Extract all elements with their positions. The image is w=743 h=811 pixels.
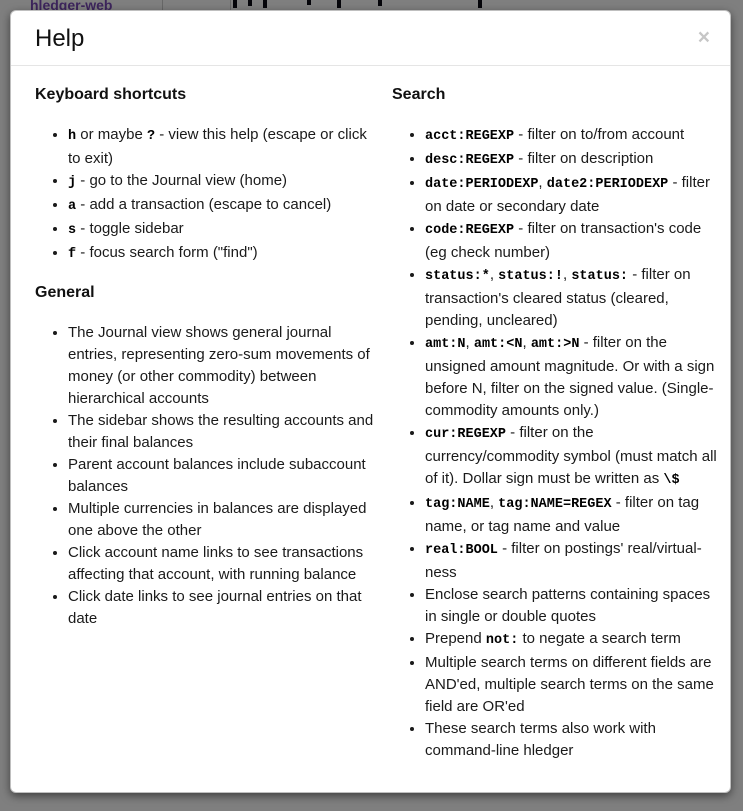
code-token: date:PERIODEXP [425, 177, 539, 192]
code-token: s [68, 223, 77, 238]
help-item: • f - focus search form ("find") [68, 242, 378, 266]
code-token: a [68, 199, 77, 214]
code-token: amt:N [425, 337, 466, 352]
help-item: • a - add a transaction (escape to cancel) [68, 194, 378, 218]
section-heading-search: Search [392, 86, 446, 103]
code-token: \$ [663, 473, 680, 488]
code-token: desc:REGEXP [425, 153, 515, 168]
help-item: • Multiple search terms on different fields are AND'ed, multiple search terms on the same field are OR'ed [425, 652, 720, 718]
help-item: • h or maybe ? - view this help (escape or click to exit) [68, 124, 378, 170]
dialog-header [11, 11, 730, 66]
code-token: f [68, 247, 77, 262]
code-token: acct:REGEXP [425, 129, 515, 144]
general-list [35, 322, 378, 630]
section-heading-general: General [35, 284, 95, 301]
help-dialog [10, 10, 731, 793]
help-item: • These search terms also work with command-line hledger [425, 718, 720, 762]
help-item: • date:PERIODEXP, date2:PERIODEXP - filter on date or secondary date [425, 172, 720, 218]
help-item: • Multiple currencies in balances are displayed one above the other [68, 498, 378, 542]
help-item: • j - go to the Journal view (home) [68, 170, 378, 194]
section-heading-keyboard-shortcuts: Keyboard shortcuts [35, 86, 187, 103]
help-item: • Click date links to see journal entries on that date [68, 586, 378, 630]
help-item: • acct:REGEXP - filter on to/from account [425, 124, 720, 148]
help-item: • The Journal view shows general journal entries, representing zero-sum movements of money (or other commodity) between hierarchical accounts [68, 322, 378, 410]
code-token: amt:>N [530, 337, 580, 352]
help-item: • tag:NAME, tag:NAME=REGEX - filter on tag name, or tag name and value [425, 492, 720, 538]
help-item: • The sidebar shows the resulting accounts and their final balances [68, 410, 378, 454]
code-token: status: [571, 269, 629, 284]
code-token: j [68, 175, 77, 190]
left-column [26, 86, 378, 772]
code-token: status:* [425, 269, 490, 284]
help-item: • desc:REGEXP - filter on description [425, 148, 720, 172]
code-token: date2:PERIODEXP [546, 177, 669, 192]
code-token: amt:<N [473, 337, 523, 352]
help-item: • s - toggle sidebar [68, 218, 378, 242]
code-token: not: [485, 633, 519, 648]
close-icon: × [697, 26, 710, 49]
search-list [392, 124, 720, 762]
help-item: • Prepend not: to negate a search term [425, 628, 720, 652]
code-token: h [68, 129, 77, 144]
dialog-title: Help [35, 25, 85, 52]
code-token: tag:NAME [425, 497, 490, 512]
code-token: tag:NAME=REGEX [498, 497, 612, 512]
code-token: ? [146, 129, 156, 144]
dialog-body [11, 66, 730, 792]
help-item: • status:*, status:!, status: - filter on transaction's cleared status (cleared, pending, uncleared) [425, 264, 720, 332]
code-token: code:REGEXP [425, 223, 515, 238]
help-item: • Parent account balances include subaccount balances [68, 454, 378, 498]
shortcuts-list [35, 124, 378, 266]
help-item: • cur:REGEXP - filter on the currency/commodity symbol (must match all of it). Dollar sign must be written as \$ [425, 422, 720, 492]
close-button[interactable] [694, 23, 714, 52]
help-item: • code:REGEXP - filter on transaction's code (eg check number) [425, 218, 720, 264]
help-item: • Click account name links to see transactions affecting that account, with running balance [68, 542, 378, 586]
help-item: • real:BOOL - filter on postings' real/virtual-ness [425, 538, 720, 584]
help-item: • Enclose search patterns containing spaces in single or double quotes [425, 584, 720, 628]
right-column [392, 86, 720, 772]
help-item: • amt:N, amt:<N, amt:>N - filter on the unsigned amount magnitude. Or with a sign before N, filter on the signed value. (Single-commodity amounts only.) [425, 332, 720, 422]
code-token: status:! [498, 269, 563, 284]
code-token: real:BOOL [425, 543, 498, 558]
code-token: cur:REGEXP [425, 427, 507, 442]
